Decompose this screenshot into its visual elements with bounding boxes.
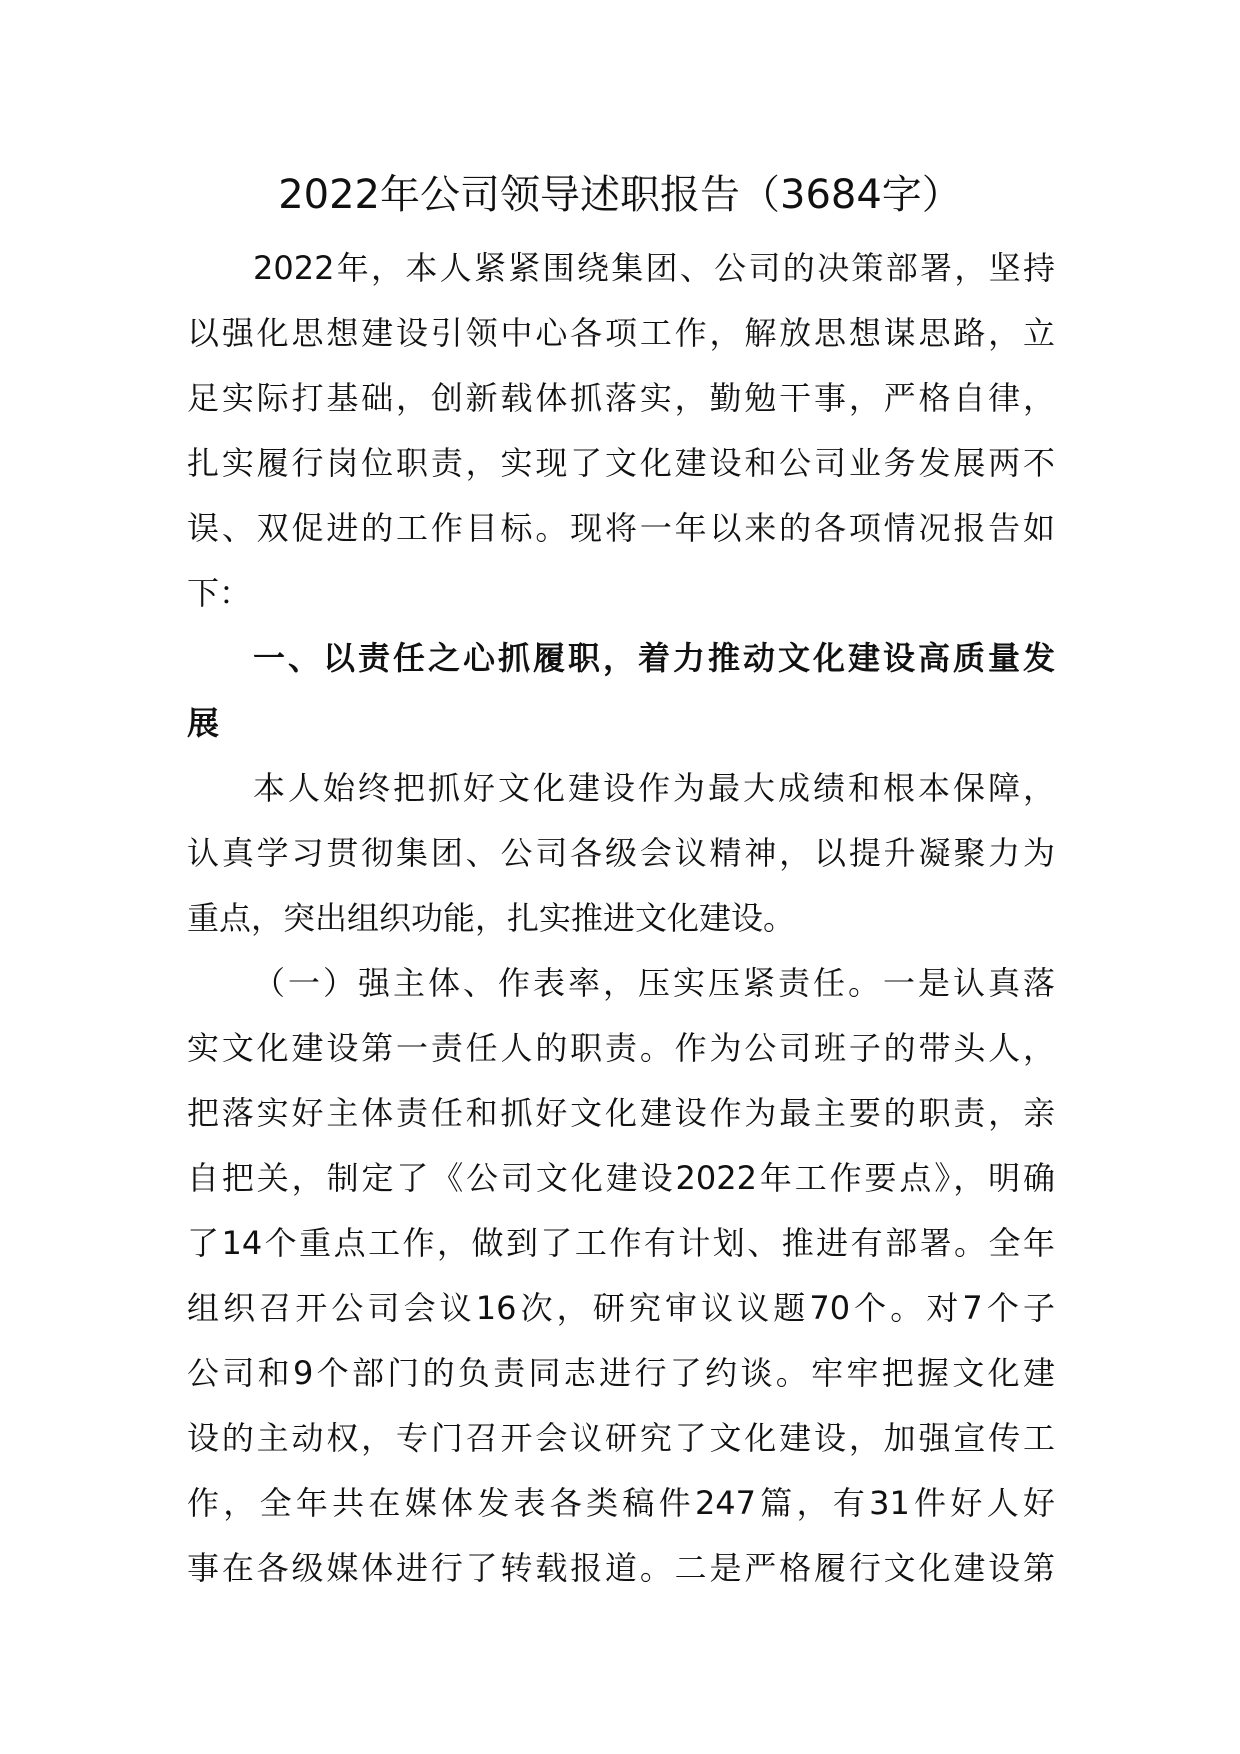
- body-line: 扎实履行岗位职责，实现了文化建设和公司业务发展两不: [187, 444, 1055, 482]
- body-line: 误、双促进的工作目标。现将一年以来的各项情况报告如: [187, 509, 1055, 547]
- body-line: 足实际打基础，创新载体抓落实，勤勉干事，严格自律，: [187, 379, 1055, 417]
- section-heading-line: 展: [187, 704, 220, 742]
- body-line: 把落实好主体责任和抓好文化建设作为最主要的职责，亲: [187, 1094, 1055, 1132]
- body-line: 事在各级媒体进行了转载报道。二是严格履行文化建设第: [187, 1549, 1055, 1587]
- body-line: 了14个重点工作，做到了工作有计划、推进有部署。全年: [187, 1224, 1055, 1262]
- body-line: 作，全年共在媒体发表各类稿件247篇，有31件好人好: [187, 1484, 1055, 1522]
- body-line: 设的主动权，专门召开会议研究了文化建设，加强宣传工: [187, 1419, 1055, 1457]
- body-line: 组织召开公司会议16次，研究审议议题70个。对7个子: [187, 1289, 1055, 1327]
- body-line: 实文化建设第一责任人的职责。作为公司班子的带头人，: [187, 1029, 1055, 1067]
- body-line: 本人始终把抓好文化建设作为最大成绩和根本保障，: [253, 769, 1055, 807]
- body-line: 2022年，本人紧紧围绕集团、公司的决策部署，坚持: [253, 249, 1055, 287]
- body-line: 重点，突出组织功能，扎实推进文化建设。: [187, 899, 796, 937]
- body-line: （一）强主体、作表率，压实压紧责任。一是认真落: [253, 964, 1055, 1002]
- section-heading-line: 一、以责任之心抓履职，着力推动文化建设高质量发: [253, 639, 1055, 677]
- body-line: 以强化思想建设引领中心各项工作，解放思想谋思路，立: [187, 314, 1055, 352]
- document-body: [187, 236, 1055, 1601]
- body-line: 公司和9个部门的负责同志进行了约谈。牢牢把握文化建: [187, 1354, 1055, 1392]
- document-title: 2022年公司领导述职报告（3684字）: [278, 172, 962, 218]
- body-line: 自把关，制定了《公司文化建设2022年工作要点》，明确: [187, 1159, 1055, 1197]
- body-line: 认真学习贯彻集团、公司各级会议精神，以提升凝聚力为: [187, 834, 1055, 872]
- body-line: 下：: [187, 574, 252, 612]
